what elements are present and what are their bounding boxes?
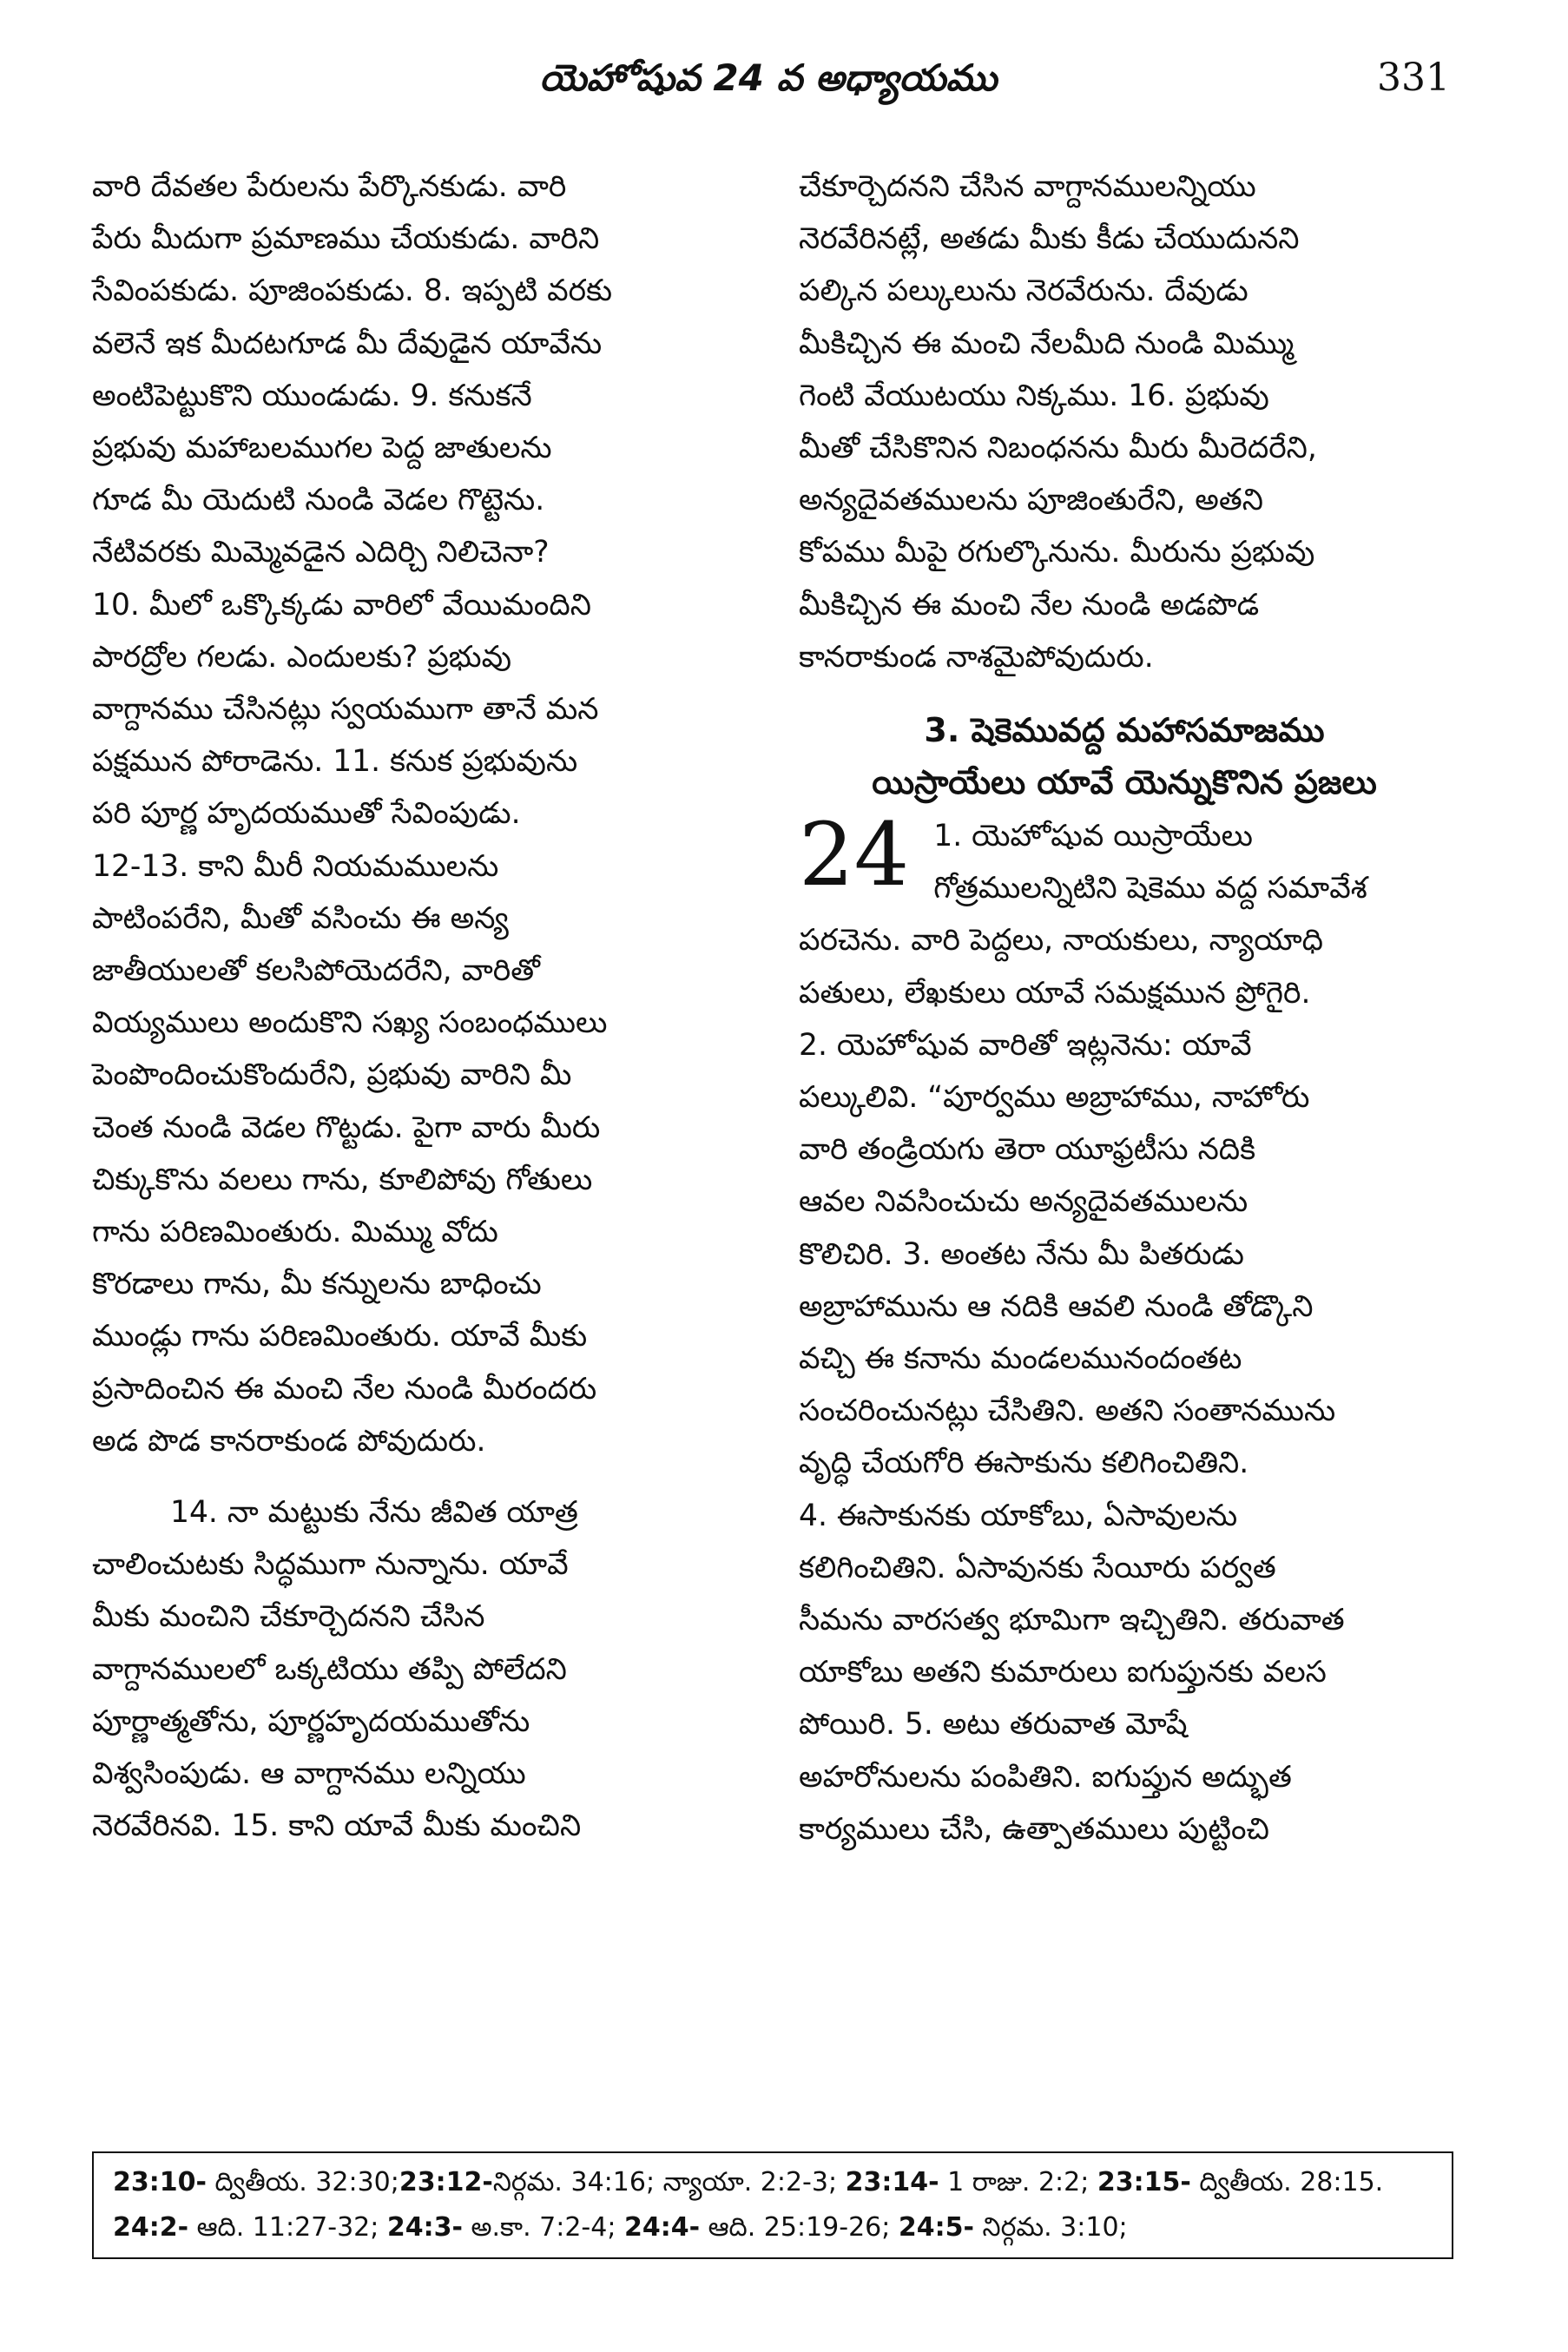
- footnote-text: ద్వితీయ. 28:15.: [1190, 2167, 1384, 2197]
- footnote-entry: [387, 2212, 624, 2243]
- footnote-ref: 24:3-: [386, 2212, 463, 2243]
- footnote-text: ఆది. 11:27-32;: [188, 2212, 387, 2243]
- footnote-entry: [113, 2167, 399, 2197]
- section-heading: 3. షెకెమువద్ద మహాసమాజము: [924, 711, 1325, 750]
- page-header: [87, 43, 1450, 113]
- footnote-entry: [846, 2167, 1097, 2197]
- footnote-ref: 24:5-: [898, 2212, 974, 2243]
- chapter-start: [799, 804, 1450, 1855]
- footnote-text: 1 రాజు. 2:2;: [939, 2167, 1097, 2197]
- footnote-text: ఆది. 25:19-26;: [700, 2212, 899, 2243]
- chapter-number: 24: [799, 804, 910, 906]
- footnote-entry: [899, 2212, 1128, 2243]
- section-subheading: యిస్రాయేలు యావే యెన్నుకొనిన ప్రజలు: [872, 763, 1377, 802]
- footnote-ref: 24:4-: [623, 2212, 701, 2243]
- footnote-ref: 23:15-: [1097, 2167, 1191, 2197]
- footnote-ref: 24:2-: [113, 2212, 189, 2243]
- paragraph: వారి దేవతల పేరులను పేర్కొనకుడు. వారి పేరు మీదుగా ప్రమాణము చేయకుడు. వారిని సేవింపకుడు. పూజింపకుడు. 8. ఇప్పటి వరకు వలెనే ఇక మీదటగూడ మీ దేవుడైన యావేను అంటిపెట్టుకొని యుండుడు. 9. కనుకనే ప్రభువు మహాబలముగల పెద్ద జాతులను గూడ మీ యెదుటి నుండి వెడల గొట్టెను. నేటివరకు మిమ్మెవడైన ఎదిర్చి నిలిచెనా? 10. మీలో ఒక్కొక్కడు వారిలో వేయిమందిని పారద్రోల గలడు. ఎందులకు? ప్రభువు వాగ్దానము చేసినట్లు స్వయముగా తానే మన పక్షమున పోరాడెను. 11. కనుక ప్రభువును పరి పూర్ణ హృదయముతో సేవింపుడు. 12-13. కాని మీరీ నియమములను పాటింపరేని, మీతో వసించు ఈ అన్య జాతీయులతో కలసిపోయెదరేని, వారితో వియ్యములు అందుకొని సఖ్య సంబంధములు పెంపొందించుకొందురేని, ప్రభువు వారిని మీ చెంత నుండి వెడల గొట్టడు. పైగా వారు మీరు చిక్కుకొను వలలు గాను, కూలిపోవు గోతులు గాను పరిణమింతురు. మిమ్ము వోదు కొరడాలు గాను, మీ కన్నులను బాధించు ముండ్లు గాను పరిణమింతురు. యావే మీకు ప్రసాదించిన ఈ మంచి నేల నుండి మీరందరు అడ పొడ కానరాకుండ పోవుదురు.: [92, 169, 613, 1459]
- footnote-box: [92, 2151, 1453, 2259]
- footnote-entry: [1097, 2167, 1383, 2197]
- footnote-text: ద్వితీయ. 32:30;: [206, 2167, 399, 2197]
- footnote-entry: [399, 2167, 846, 2197]
- left-column: [92, 161, 761, 1853]
- footnote-text: నిర్గమ. 3:10;: [973, 2212, 1128, 2243]
- right-column: [799, 161, 1450, 1855]
- footnote-ref: 23:14-: [845, 2167, 939, 2197]
- paragraph: చేకూర్చెదనని చేసిన వాగ్దానములన్నియు నెరవేరినట్లే, అతడు మీకు కీడు చేయుదునని పల్కిన పల్కులును నెరవేరును. దేవుడు మీకిచ్చిన ఈ మంచి నేలమీది నుండి మిమ్ము గెంటి వేయుటయు నిక్కము. 16. ప్రభువు మీతో చేసికొనిన నిబంధనను మీరు మీరెదరేని, అన్యదైవతములను పూజింతురేని, అతని కోపము మీపై రగుల్కొనును. మీరును ప్రభువు మీకిచ్చిన ఈ మంచి నేల నుండి అడపొడ కానరాకుండ నాశమైపోవుదురు.: [799, 169, 1317, 675]
- running-title: యెహోషువ 24 వ అధ్యాయము: [539, 56, 998, 99]
- page-number: 331: [1377, 56, 1450, 100]
- footnote-ref: 23:12-: [399, 2167, 493, 2197]
- footnote-text: నిర్గమ. 34:16; న్యాయా. 2:2-3;: [492, 2167, 846, 2197]
- footnote-entry: [113, 2212, 387, 2243]
- paragraph: 1. యెహోషువ యిస్రాయేలు గోత్రములన్నిటిని షెకెము వద్ద సమావేశ పరచెను. వారి పెద్దలు, నాయకులు, న్యాయాధి పతులు, లేఖకులు యావే సమక్షమున ప్రోగైరి. 2. యెహోషువ వారితో ఇట్లనెను: యావే పల్కులివి. “పూర్వము అబ్రాహాము, నాహోరు వారి తండ్రియగు తెరా యూఫ్రటీసు నదికి ఆవల నివసించుచు అన్యదైవతములను కొలిచిరి. 3. అంతట నేను మీ పితరుడు అబ్రాహామును ఆ నదికి ఆవలి నుండి తోడ్కొని వచ్చి ఈ కనాను మండలమునందంతట సంచరించునట్లు చేసితిని. అతని సంతానమును వృద్ధి చేయగోరి ఈసాకును కలిగించితిని. 4. ఈసాకునకు యాకోబు, ఏసావులను కలిగించితిని. ఏసావునకు సేయీరు పర్వత సీమను వారసత్వ భూమిగా ఇచ్చితిని. తరువాత యాకోబు అతని కుమారులు ఐగుప్తునకు వలస పోయిరి. 5. అటు తరువాత మోషే అహరోనులను పంపితిని. ఐగుప్తున అద్భుత కార్యములు చేసి, ఉత్పాతములు పుట్టించి: [799, 819, 1367, 1847]
- paragraph: 14. నా మట్టుకు నేను జీవిత యాత్ర చాలించుటకు సిద్ధముగా నున్నాను. యావే మీకు మంచిని చేకూర్చెదనని చేసిన వాగ్దానములలో ఒక్కటియు తప్పి పోలేదని పూర్ణాత్మతోను, పూర్ణహృదయముతోను విశ్వసింపుడు. ఆ వాగ్దానము లన్నియు నెరవేరినవి. 15. కాని యావే మీకు మంచిని: [92, 1495, 582, 1844]
- footnote-entry: [624, 2212, 899, 2243]
- footnote-text: అ.కా. 7:2-4;: [462, 2212, 624, 2243]
- footnote-ref: 23:10-: [113, 2167, 207, 2197]
